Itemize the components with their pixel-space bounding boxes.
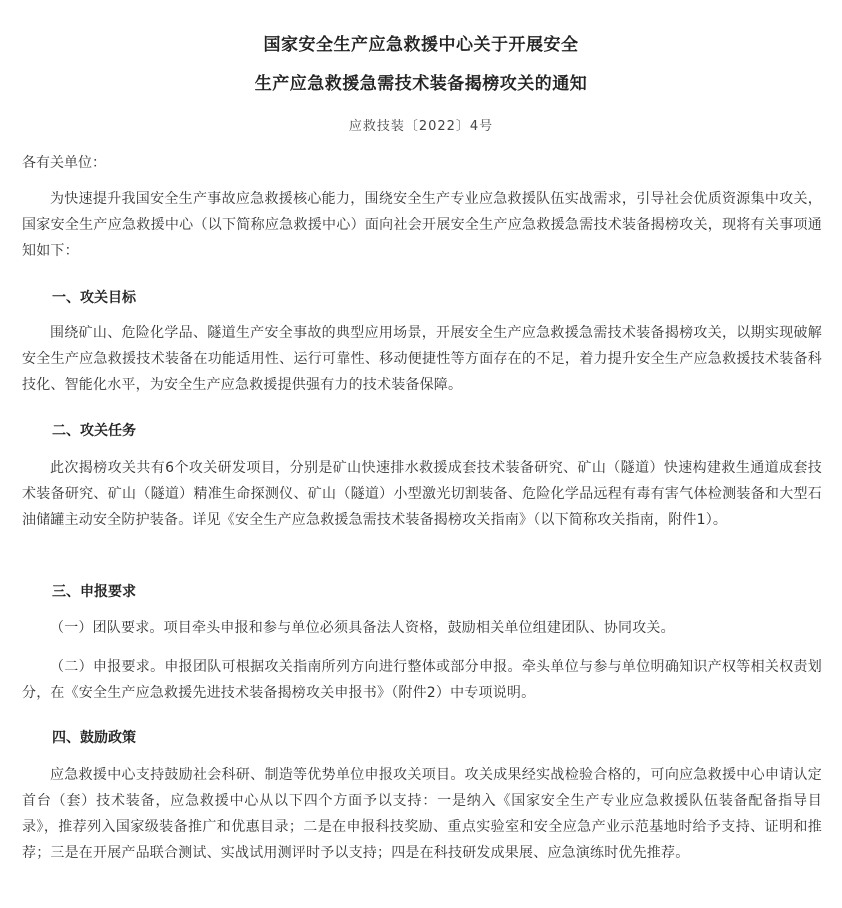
document-number: 应救技装〔2022〕4号	[348, 119, 494, 134]
intro-paragraph: 为快速提升我国安全生产事故应急救援核心能力，围绕安全生产专业应急救援队伍实战需求，引导社会优质资源集中攻关，国家安全生产应急救援中心（以下简称应急救援中心）面向社会开展安全生产应急救援急需技术装备揭榜攻关，现将有关事项通知如下：	[22, 191, 822, 259]
section-paragraph-team-requirements: （一）团队要求。项目牵头申报和参与单位必须具备法人资格，鼓励相关单位组建团队、协同攻关。	[50, 620, 675, 636]
document-title-line-1: 国家安全生产应急救援中心关于开展安全	[263, 35, 579, 55]
section-heading-goals: 一、攻关目标	[52, 290, 136, 306]
document-title-line-2: 生产应急救援急需技术装备揭榜攻关的通知	[254, 74, 588, 94]
section-paragraph-tasks: 此次揭榜攻关共有6个攻关研发项目，分别是矿山快速排水救援成套技术装备研究、矿山（隧道）快速构建救生通道成套技术装备研究、矿山（隧道）精准生命探测仪、矿山（隧道）小型激光切割装备、危险化学品远程有毒有害气体检测装备和大型石油储罐主动安全防护装备。详见《安全生产应急救援急需技术装备揭榜攻关指南》（以下简称攻关指南，附件1）。	[22, 460, 822, 528]
section-heading-tasks: 二、攻关任务	[52, 423, 136, 439]
section-heading-requirements: 三、申报要求	[52, 584, 136, 600]
section-paragraph-goals: 围绕矿山、危险化学品、隧道生产安全事故的典型应用场景，开展安全生产应急救援急需技术装备揭榜攻关，以期实现破解安全生产应急救援技术装备在功能适用性、运行可靠性、移动便捷性等方面存在的不足，着力提升安全生产应急救援技术装备科技化、智能化水平，为安全生产应急救援提供强有力的技术装备保障。	[22, 325, 822, 393]
section-paragraph-policy: 应急救援中心支持鼓励社会科研、制造等优势单位申报攻关项目。攻关成果经实战检验合格的，可向应急救援中心申请认定首台（套）技术装备，应急救援中心从以下四个方面予以支持：一是纳入《国家安全生产专业应急救援队伍装备配备指导目录》，推荐列入国家级装备推广和优惠目录；二是在申报科技奖励、重点实验室和安全应急产业示范基地时给予支持、证明和推荐；三是在开展产品联合测试、实战试用测评时予以支持；四是在科技研发成果展、应急演练时优先推荐。	[22, 767, 822, 861]
section-paragraph-application-requirements: （二）申报要求。申报团队可根据攻关指南所列方向进行整体或部分申报。牵头单位与参与单位明确知识产权等相关权责划分，在《安全生产应急救援先进技术装备揭榜攻关申报书》（附件2）中专项说明。	[22, 659, 822, 701]
salutation: 各有关单位：	[22, 155, 106, 171]
section-heading-policy: 四、鼓励政策	[52, 730, 136, 746]
